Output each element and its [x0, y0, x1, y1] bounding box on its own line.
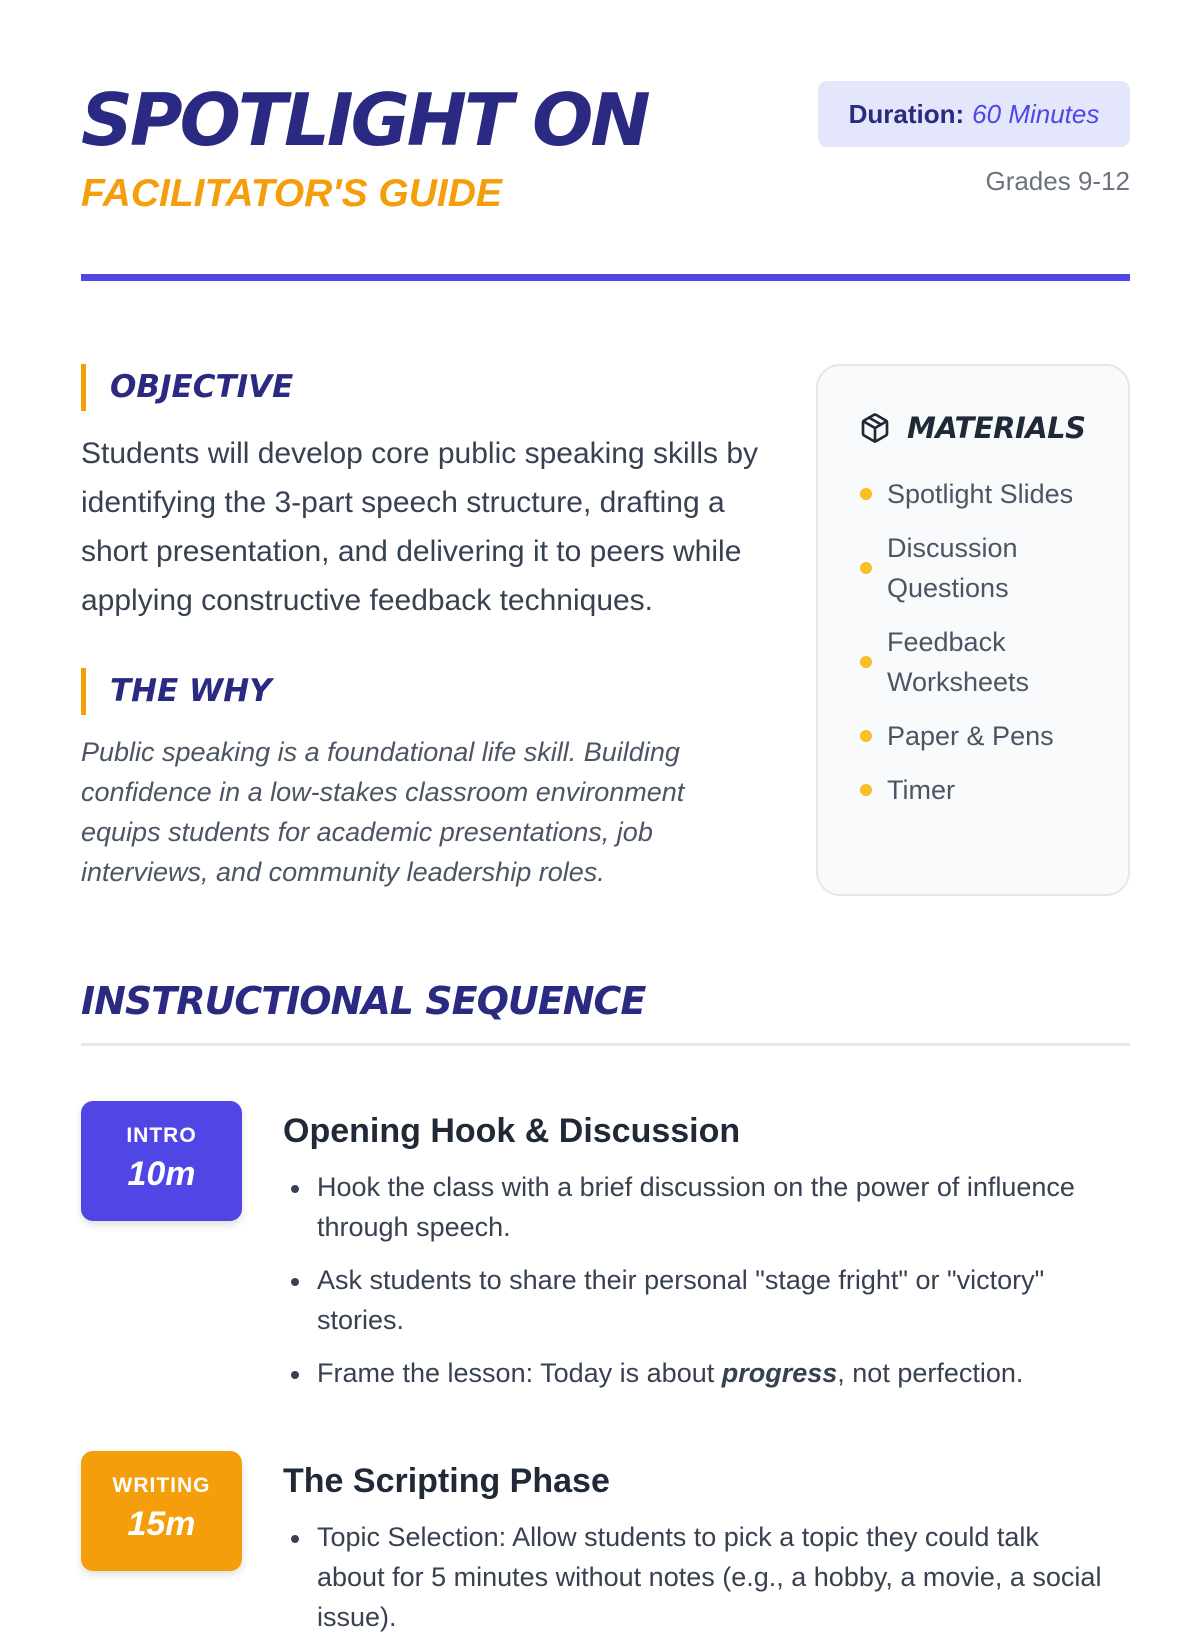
- why-heading: THE WHY: [81, 668, 272, 715]
- duration-badge: [818, 81, 1130, 147]
- bullet-dot-icon: [860, 562, 872, 574]
- bullet-dot-icon: [860, 488, 872, 500]
- header-divider: [81, 274, 1130, 281]
- materials-item: [859, 716, 1109, 756]
- materials-item: [859, 770, 1109, 810]
- materials-item-label: Timer: [887, 775, 955, 805]
- materials-title-text: MATERIALS: [907, 411, 1086, 445]
- step-phase: INTRO: [126, 1124, 197, 1147]
- objective-heading: OBJECTIVE: [81, 364, 293, 411]
- step-bullet: [283, 1353, 1113, 1393]
- materials-item-label: Spotlight Slides: [887, 479, 1074, 509]
- materials-card: [816, 364, 1130, 896]
- bullet-dot-icon: [860, 656, 872, 668]
- page-title: SPOTLIGHT ON: [81, 78, 648, 162]
- grade-level: Grades 9-12: [985, 166, 1130, 196]
- step-bullet-list: [283, 1167, 1113, 1406]
- sequence-heading: INSTRUCTIONAL SEQUENCE: [81, 979, 646, 1023]
- step-badge-intro: [81, 1101, 242, 1221]
- bullet-dot-icon: [860, 730, 872, 742]
- guide-header: [81, 80, 1130, 282]
- step-phase: WRITING: [112, 1474, 211, 1497]
- materials-heading: [859, 411, 1086, 445]
- bullet-dot-icon: [860, 784, 872, 796]
- materials-item: [859, 528, 1109, 608]
- materials-list: [859, 474, 1109, 824]
- step-title: Opening Hook & Discussion: [283, 1112, 741, 1150]
- frame-emphasis: progress: [721, 1358, 838, 1388]
- materials-item-label: Paper & Pens: [887, 721, 1054, 751]
- step-badge-writing: [81, 1451, 242, 1571]
- step-bullet: Hook the class with a brief discussion on the power of influence through speech.: [283, 1167, 1113, 1247]
- materials-item-label: Feedback Worksheets: [887, 627, 1030, 697]
- page-subtitle: FACILITATOR'S GUIDE: [81, 172, 502, 215]
- step-duration: 10m: [127, 1155, 196, 1193]
- sequence-divider: [81, 1043, 1130, 1046]
- objective-text: Students will develop core public speaking skills by identifying the 3-part speech structure, drafting a short presentation, and delivering it to peers while applying constructive feedback techniques.: [81, 437, 759, 617]
- frame-prefix: Frame the lesson: Today is about: [317, 1358, 722, 1388]
- duration-value: 60 Minutes: [972, 98, 1100, 129]
- step-bullet: Ask students to share their personal "stage fright" or "victory" stories.: [283, 1260, 1113, 1340]
- materials-item-label: Discussion Questions: [887, 533, 1018, 603]
- step-bullet: Topic Selection: Allow students to pick a topic they could talk about for 5 minutes without notes (e.g., a hobby, a movie, a social issue).: [283, 1517, 1113, 1637]
- why-text: Public speaking is a foundational life skill. Building confidence in a low-stakes classroom environment equips students for academic presentations, job interviews, and community leadership roles.: [81, 737, 685, 887]
- step-bullet-list: [283, 1517, 1113, 1650]
- frame-suffix: , not perfection.: [837, 1358, 1024, 1388]
- step-title: The Scripting Phase: [283, 1462, 610, 1500]
- package-icon: [859, 412, 891, 444]
- duration-label: Duration:: [848, 98, 965, 129]
- step-duration: 15m: [127, 1505, 196, 1543]
- materials-item: [859, 622, 1109, 702]
- materials-item: [859, 474, 1109, 514]
